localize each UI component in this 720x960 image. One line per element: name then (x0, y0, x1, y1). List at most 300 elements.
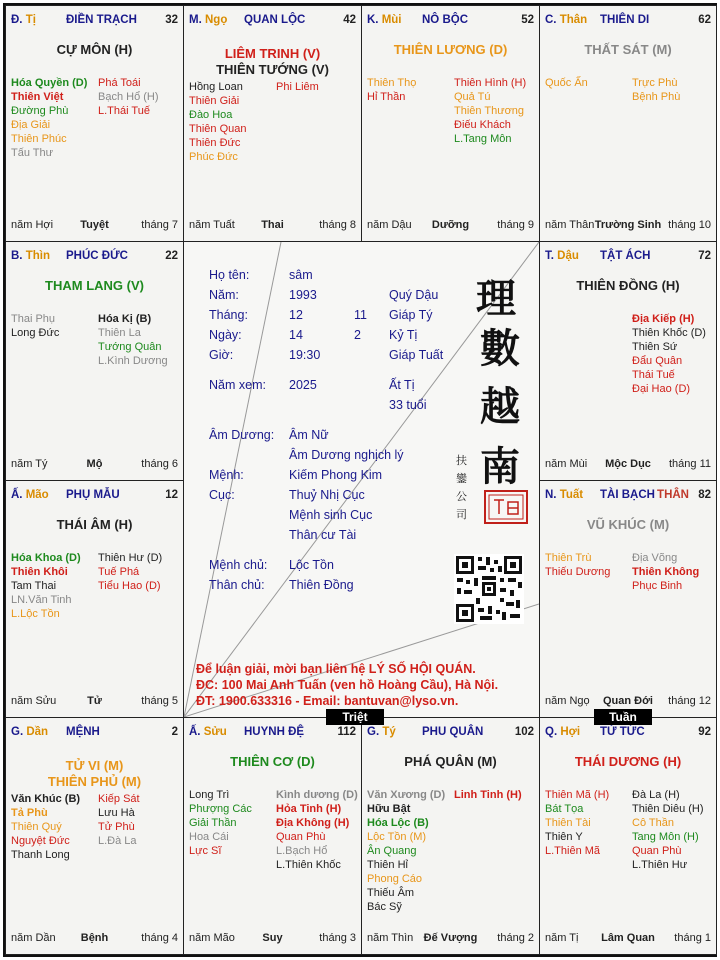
palace-footer (11, 695, 178, 709)
palace-stem: G. (11, 726, 24, 738)
minor-star: Quan Phù (276, 831, 326, 843)
center-info-panel (184, 242, 539, 717)
palace-header (189, 14, 356, 28)
main-stars (6, 517, 183, 533)
minor-star: Thiên Đức (189, 137, 241, 149)
minor-star: Điếu Khách (454, 119, 511, 131)
palace-footer (545, 219, 711, 233)
value-thang-can-chi: Giáp Tý (389, 308, 433, 322)
value-nam: 1993 (289, 288, 317, 302)
palace-footer (189, 932, 356, 946)
triet-marker: Triệt (326, 709, 384, 725)
minor-star: Lưu Hà (98, 807, 135, 819)
main-star: THIÊN PHỦ (M) (47, 774, 142, 789)
star-column-right (632, 312, 706, 396)
minor-star: Bạch Hổ (H) (98, 91, 159, 103)
palace-age-number: 52 (521, 14, 534, 26)
palace-tai-bach (539, 480, 717, 718)
main-star: THIÊN ĐỒNG (H) (576, 278, 680, 293)
palace-tat-ach (539, 241, 717, 481)
contact-line-2: ĐC: 100 Mai Anh Tuấn (ven hồ Hoàng Cầu), Hà Nội. (196, 678, 499, 692)
palace-footer (11, 458, 178, 472)
star-column-left (545, 551, 610, 579)
palace-stem-branch (367, 14, 402, 26)
palace-footer (11, 932, 178, 946)
palace-year: năm Thân (545, 219, 595, 231)
palace-header (11, 250, 178, 264)
minor-star: Thiên Trù (545, 552, 592, 564)
star-column-left (11, 551, 81, 621)
label-cuc: Cục: (209, 488, 235, 502)
minor-star: L.Lộc Tồn (11, 608, 60, 620)
palace-age-number: 22 (165, 250, 178, 262)
palace-life-stage: Trường Sinh (594, 219, 662, 231)
minor-star: Thiên Việt (11, 91, 64, 103)
palace-header (11, 14, 178, 28)
palace-branch: Thân (559, 14, 588, 26)
palace-stem: Ấ. (189, 726, 201, 738)
tuan-marker: Tuần (594, 709, 652, 725)
palace-header (189, 726, 356, 740)
minor-star: Tang Môn (H) (632, 831, 699, 843)
palace-month: tháng 7 (141, 219, 178, 231)
palace-stem: K. (367, 14, 379, 26)
palace-stem: T. (545, 250, 554, 262)
palace-stem: G. (367, 726, 380, 738)
minor-star: Bát Tọa (545, 803, 584, 815)
value-gio: 19:30 (289, 348, 321, 362)
palace-stem-branch (189, 14, 227, 26)
palace-year: năm Tý (11, 458, 48, 470)
minor-star: Địa Võng (632, 552, 678, 564)
minor-star: Thiên Khốc (D) (632, 327, 706, 339)
star-column-left (367, 76, 416, 104)
palace-header (545, 489, 711, 503)
value-nam-xem-can-chi: Ất Tị (389, 378, 415, 392)
palace-year: năm Tuất (189, 219, 235, 231)
star-column-right (454, 788, 522, 802)
palace-tu-tuc (539, 717, 717, 955)
minor-star: Địa Giải (11, 119, 51, 131)
main-stars (362, 42, 539, 58)
palace-phuc-duc (5, 241, 184, 481)
minor-star: Ân Quang (367, 845, 417, 857)
value-cuc-3: Thân cư Tài (289, 528, 357, 542)
minor-star: Văn Xương (D) (367, 789, 446, 801)
palace-stem: N. (545, 489, 557, 501)
label-ho-ten: Họ tên: (209, 268, 250, 282)
palace-month: tháng 1 (674, 932, 711, 944)
palace-year: năm Ngọ (545, 695, 590, 707)
star-column-right (276, 80, 319, 94)
palace-life-stage: Mộc Dục (605, 458, 651, 470)
minor-star: Hồng Loan (189, 81, 243, 93)
palace-footer (545, 695, 711, 709)
palace-age-number: 32 (165, 14, 178, 26)
palace-stem: M. (189, 14, 202, 26)
palace-footer (545, 932, 711, 946)
palace-age-number: 92 (698, 726, 711, 738)
palace-stem: Q. (545, 726, 558, 738)
palace-age-number: 72 (698, 250, 711, 262)
palace-name: PHU QUÂN (422, 726, 484, 738)
minor-star: Thai Phụ (11, 313, 56, 325)
palace-stem-branch (11, 14, 36, 26)
palace-year: năm Dần (11, 932, 56, 944)
minor-star: Tả Phù (11, 807, 48, 819)
palace-footer (367, 219, 534, 233)
palace-name: QUAN LỘC (244, 14, 306, 26)
minor-star: L.Thái Tuế (98, 105, 150, 117)
star-column-left (11, 76, 87, 160)
palace-name: ĐIỀN TRẠCH (66, 14, 137, 26)
palace-branch: Tuất (559, 489, 584, 501)
palace-name: HUYNH ĐỆ (244, 726, 305, 738)
palace-year: năm Thìn (367, 932, 414, 944)
value-than-chu: Thiên Đồng (289, 578, 354, 592)
minor-star: Phá Toái (98, 77, 141, 89)
palace-header (545, 250, 711, 264)
palace-than-marker: THÂN (657, 489, 689, 501)
palace-header (367, 726, 534, 740)
minor-star: Long Đức (11, 327, 60, 339)
minor-star: Văn Khúc (B) (11, 793, 81, 805)
value-am-duong: Âm Nữ (289, 428, 329, 442)
red-seal-stamp (484, 490, 528, 524)
minor-star: L.Thiên Khốc (276, 859, 341, 871)
main-stars (362, 754, 539, 770)
palace-name: TẬT ÁCH (600, 250, 651, 262)
main-stars (540, 517, 716, 533)
value-am-duong-2: Âm Dương nghịch lý (289, 448, 404, 462)
minor-star: Thanh Long (11, 849, 70, 861)
palace-stem-branch (545, 14, 587, 26)
palace-month: tháng 6 (141, 458, 178, 470)
minor-star: Bệnh Phù (632, 91, 681, 103)
palace-branch: Ngọ (204, 14, 228, 26)
palace-footer (367, 932, 534, 946)
minor-star: Đẩu Quân (632, 355, 683, 367)
palace-no-boc (361, 5, 540, 242)
palace-age-number: 102 (514, 726, 534, 738)
label-gio: Giờ: (209, 348, 234, 362)
palace-life-stage: Thai (261, 219, 284, 231)
palace-footer (545, 458, 711, 472)
star-column-right (454, 76, 526, 146)
main-stars (184, 46, 361, 78)
minor-star: Quan Phù (632, 845, 682, 857)
main-star: VŨ KHÚC (M) (586, 517, 670, 532)
palace-menh (5, 717, 184, 955)
minor-star: L.Tang Môn (454, 133, 512, 145)
palace-stem-branch (545, 489, 583, 501)
main-stars (6, 758, 183, 790)
palace-dien-trach (5, 5, 184, 242)
star-column-right (276, 788, 358, 872)
palace-year: năm Mão (189, 932, 235, 944)
minor-star: Phục Binh (632, 580, 683, 592)
stamp-text: 扶 鑾 公 司 (456, 454, 467, 521)
minor-star: Cô Thần (632, 817, 674, 829)
palace-life-stage: Suy (262, 932, 283, 944)
minor-star: Thiên Giải (189, 95, 240, 107)
value-cuc-2: Mệnh sinh Cục (289, 508, 373, 522)
label-nam: Năm: (209, 288, 239, 302)
value-thang: 12 (289, 308, 303, 322)
value-ho-ten: sâm (289, 268, 313, 282)
minor-star: Hóa Khoa (D) (11, 552, 81, 564)
palace-name: MỆNH (66, 726, 100, 738)
palace-age-number: 12 (165, 489, 178, 501)
palace-age-number: 62 (698, 14, 711, 26)
palace-phu-quan (361, 717, 540, 955)
seal-icon (486, 492, 526, 522)
minor-star: Thiếu Dương (545, 566, 611, 578)
minor-star: Thiếu Âm (367, 887, 415, 899)
main-stars (540, 754, 716, 770)
palace-branch: Hợi (560, 726, 581, 738)
palace-age-number: 82 (698, 489, 711, 501)
palace-age-number: 42 (343, 14, 356, 26)
palace-stem: C. (545, 14, 557, 26)
value-gio-can-chi: Giáp Tuất (389, 348, 444, 362)
value-thang-am: 11 (354, 308, 367, 322)
palace-life-stage: Bệnh (80, 932, 109, 944)
star-column-right (98, 312, 168, 368)
main-stars (6, 278, 183, 294)
minor-star: Trực Phù (632, 77, 678, 89)
label-menh: Mệnh: (209, 468, 244, 482)
star-column-right (632, 788, 704, 872)
minor-star: Tướng Quân (98, 341, 162, 353)
minor-star: LN.Văn Tinh (11, 594, 72, 606)
palace-branch: Dần (26, 726, 49, 738)
value-menh: Kiếm Phong Kim (289, 468, 383, 482)
palace-stem-branch (545, 250, 579, 262)
minor-star: Thiên Quan (189, 123, 247, 135)
contact-line-3: ĐT: 1900.633316 - Email: bantuvan@lyso.vn. (196, 694, 459, 708)
label-ngay: Ngày: (209, 328, 242, 342)
minor-star: Tiểu Hao (D) (98, 580, 161, 592)
main-star: THIÊN LƯƠNG (D) (393, 42, 508, 57)
minor-star: Bác Sỹ (367, 901, 402, 913)
minor-star: Hóa Quyền (D) (11, 77, 88, 89)
palace-phu-mau (5, 480, 184, 718)
main-stars (184, 754, 361, 770)
palace-life-stage: Quan Đới (603, 695, 653, 707)
palace-life-stage: Đế Vượng (423, 932, 478, 944)
minor-star: Hóa Lộc (B) (367, 817, 429, 829)
palace-header (11, 726, 178, 740)
minor-star: Hữu Bật (367, 803, 411, 815)
palace-year: năm Mùi (545, 458, 588, 470)
palace-footer (189, 219, 356, 233)
minor-star: Kiếp Sát (98, 793, 140, 805)
palace-name: TỬ TỨC (600, 726, 645, 738)
star-column-left (545, 76, 588, 90)
minor-star: Lộc Tồn (M) (367, 831, 427, 843)
minor-star: Thiên Diêu (H) (632, 803, 704, 815)
palace-header (367, 14, 534, 28)
star-column-right (632, 76, 680, 104)
minor-star: Thiên Phúc (11, 133, 67, 145)
palace-huynh-de (183, 717, 362, 955)
palace-stem-branch (367, 726, 396, 738)
label-nam-xem: Năm xem: (209, 378, 266, 392)
minor-star: Thiên Hỉ (367, 859, 408, 871)
palace-year: năm Tị (545, 932, 579, 944)
main-star: THIÊN TƯỚNG (V) (216, 62, 329, 77)
palace-month: tháng 3 (319, 932, 356, 944)
palace-stem-branch (545, 726, 580, 738)
palace-age-number: 112 (337, 726, 356, 738)
main-star: THÁI ÂM (H) (56, 517, 133, 532)
minor-star: Tuế Phá (98, 566, 140, 578)
palace-header (545, 726, 711, 740)
star-column-right (632, 551, 699, 593)
star-column-right (98, 551, 162, 593)
minor-star: Thiên Quý (11, 821, 62, 833)
minor-star: Tấu Thư (11, 147, 54, 159)
palace-month: tháng 4 (141, 932, 178, 944)
main-star: PHÁ QUÂN (M) (404, 754, 497, 769)
label-am-duong: Âm Dương: (209, 428, 275, 442)
main-stars (6, 42, 183, 58)
palace-life-stage: Tuyệt (80, 219, 109, 231)
star-column-left (189, 80, 246, 164)
palace-name: PHÚC ĐỨC (66, 250, 128, 262)
minor-star: Thiên Mã (H) (545, 789, 610, 801)
star-column-left (189, 788, 252, 858)
palace-month: tháng 2 (497, 932, 534, 944)
palace-stem-branch (11, 726, 48, 738)
palace-branch: Thìn (25, 250, 50, 262)
star-column-left (545, 788, 609, 858)
main-star: LIÊM TRINH (V) (224, 46, 321, 61)
minor-star: Thiên Không (632, 566, 700, 578)
value-ngay: 14 (289, 328, 303, 342)
minor-star: Địa Không (H) (276, 817, 350, 829)
palace-month: tháng 12 (668, 695, 711, 707)
palace-footer (11, 219, 178, 233)
calligraphy-char-1: 理 (476, 275, 516, 322)
minor-star: Linh Tinh (H) (454, 789, 522, 801)
minor-star: Thiên Y (545, 831, 583, 843)
palace-year: năm Dậu (367, 219, 412, 231)
palace-life-stage: Mộ (86, 458, 103, 470)
main-star: THẤT SÁT (M) (584, 42, 672, 57)
palace-header (11, 489, 178, 503)
minor-star: Địa Kiếp (H) (632, 313, 695, 325)
palace-life-stage: Tử (87, 695, 102, 707)
palace-stem: Đ. (11, 14, 23, 26)
palace-stem-branch (189, 726, 227, 738)
palace-header (545, 14, 711, 28)
label-thang: Tháng: (209, 308, 248, 322)
palace-branch: Tị (25, 14, 36, 26)
calligraphy-char-2: 數 (480, 325, 520, 372)
minor-star: Thiên La (98, 327, 141, 339)
minor-star: Thiên Sứ (632, 341, 678, 353)
minor-star: Thiên Hình (H) (454, 77, 527, 89)
minor-star: Đại Hao (D) (632, 383, 691, 395)
palace-name: NÔ BỘC (422, 14, 468, 26)
minor-star: Phong Cáo (367, 873, 423, 885)
main-star: CỰ MÔN (H) (56, 42, 133, 57)
value-nam-xem: 2025 (289, 378, 317, 392)
minor-star: Kình dương (D) (276, 789, 358, 801)
minor-star: Đà La (H) (632, 789, 680, 801)
palace-name: PHỤ MẪU (66, 489, 120, 501)
minor-star: Phi Liêm (276, 81, 319, 93)
palace-age-number: 2 (171, 726, 178, 738)
palace-stem-branch (11, 250, 50, 262)
calligraphy-char-3: 越 (480, 383, 520, 430)
label-than-chu: Thân chủ: (209, 578, 265, 592)
minor-star: Hỉ Thần (367, 91, 406, 103)
minor-star: Giải Thần (189, 817, 237, 829)
minor-star: Thiên Hư (D) (98, 552, 163, 564)
palace-branch: Dậu (557, 250, 579, 262)
minor-star: Tam Thai (11, 580, 57, 592)
minor-star: L.Thiên Mã (545, 845, 601, 857)
star-column-right (98, 792, 140, 848)
chart-frame (3, 3, 717, 957)
palace-month: tháng 10 (668, 219, 711, 231)
minor-star: Hóa Kị (B) (98, 313, 152, 325)
main-stars (540, 278, 716, 294)
palace-branch: Tý (382, 726, 396, 738)
palace-month: tháng 9 (497, 219, 534, 231)
star-column-left (11, 792, 80, 862)
palace-stem: B. (11, 250, 23, 262)
palace-thien-di (539, 5, 717, 242)
minor-star: L.Đà La (98, 835, 137, 847)
value-ngay-am: 2 (354, 328, 361, 342)
value-tuoi: 33 tuổi (389, 398, 427, 412)
minor-star: L.Kình Dương (98, 355, 168, 367)
palace-branch: Sửu (203, 726, 227, 738)
palace-stem: Ấ. (11, 489, 23, 501)
minor-star: Hoa Cái (189, 831, 229, 843)
main-star: THIÊN CƠ (D) (230, 754, 315, 769)
minor-star: Đào Hoa (189, 109, 233, 121)
main-star: TỬ VI (M) (65, 758, 124, 773)
minor-star: Tử Phù (98, 821, 135, 833)
minor-star: Phúc Đức (189, 151, 238, 163)
palace-quan-loc (183, 5, 362, 242)
palace-year: năm Hợi (11, 219, 54, 231)
value-cuc: Thuỷ Nhị Cục (289, 488, 365, 502)
minor-star: L.Thiên Hư (632, 859, 688, 871)
main-stars (540, 42, 716, 58)
minor-star: Thiên Tài (545, 817, 591, 829)
minor-star: Thiên Thọ (367, 77, 417, 89)
palace-month: tháng 11 (668, 458, 711, 470)
main-star: THÁI DƯƠNG (H) (574, 754, 682, 769)
minor-star: Quả Tú (454, 91, 491, 103)
minor-star: Quốc Ấn (545, 77, 588, 89)
minor-star: Đường Phù (11, 105, 69, 117)
palace-stem-branch (11, 489, 49, 501)
value-nam-can-chi: Quý Dậu (389, 288, 439, 302)
palace-month: tháng 8 (319, 219, 356, 231)
palace-life-stage: Dưỡng (431, 219, 470, 231)
calligraphy-char-4: 南 (480, 443, 520, 490)
palace-name: TÀI BẠCH (600, 489, 655, 501)
palace-year: năm Sửu (11, 695, 57, 707)
qr-code-icon (454, 554, 524, 624)
